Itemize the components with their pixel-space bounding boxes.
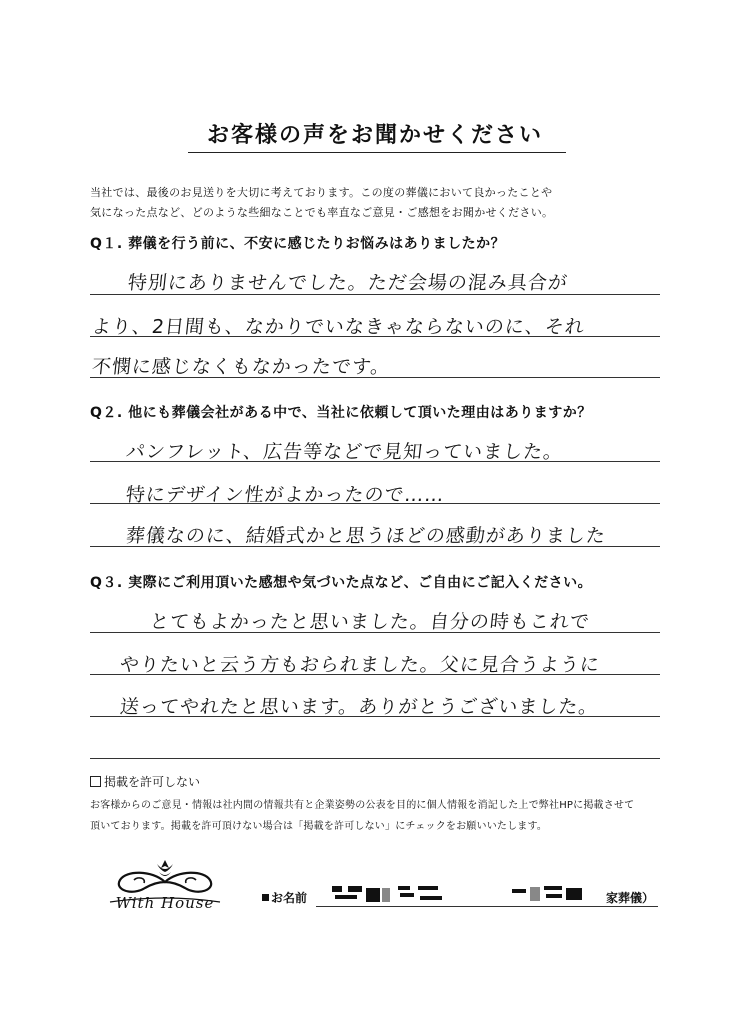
permission-checkbox[interactable]	[90, 776, 101, 787]
q1-rule-1	[90, 294, 660, 295]
q2-rule-2	[90, 503, 660, 504]
name-field-label	[262, 889, 307, 906]
redaction-mark	[420, 896, 442, 900]
name-field-suffix: 家葬儀）	[606, 891, 655, 905]
q3-answer-line-3: 送ってやれたと思います。ありがとうございました。	[118, 696, 600, 718]
permission-notice-line-2: 頂いております。掲載を許可頂けない場合は「掲載を許可しない」にチェックをお願いいたします。	[90, 821, 548, 832]
redaction-mark	[382, 888, 390, 902]
q2-answer-line-2: 特にデザイン性がよかったので……	[124, 484, 446, 506]
redaction-mark	[546, 894, 562, 898]
q1-answer-line-1: 特別にありませんでした。ただ会場の混み具合が	[126, 272, 570, 294]
redaction-mark	[332, 886, 342, 892]
question-2: Q２. 他にも葬儀会社がある中で、当社に依頼して頂いた理由はありますか？	[90, 405, 592, 421]
q2-rule-3	[90, 546, 660, 547]
q1-answer-line-3: 不憫に感じなくもなかったです。	[90, 356, 392, 378]
redaction-mark	[366, 888, 380, 902]
q3-rule-3	[90, 716, 660, 717]
question-1: Q１. 葬儀を行う前に、不安に感じたりお悩みはありましたか？	[90, 236, 506, 252]
q1-answer-line-2: より、2日間も、なかりでいなきゃならないのに、それ	[90, 316, 587, 338]
redaction-mark	[398, 886, 410, 890]
q3-answer-line-1: とてもよかったと思いました。自分の時もこれで	[148, 611, 592, 633]
redaction-mark	[348, 886, 362, 892]
redaction-mark	[544, 886, 562, 890]
name-label-text: お名前	[271, 891, 308, 905]
permission-notice-line-1: お客様からのご意見・情報は社内間の情報共有と企業姿勢の公表を目的に個人情報を消記した上で弊社HPに掲載させて	[90, 800, 635, 811]
q1-rule-2	[90, 336, 660, 337]
redaction-mark	[418, 886, 438, 890]
q3-answer-line-2: やりたいと云う方もおられました。父に見合うように	[118, 654, 602, 676]
permission-label: 掲載を許可しない	[104, 775, 201, 789]
q3-rule-4	[90, 758, 660, 759]
q2-answer-line-1: パンフレット、広告等などで見知っていました。	[124, 441, 565, 463]
intro-line-2: 気になった点など、どのような些細なことでも率直なご意見・ご感想をお聞かせください。	[90, 206, 554, 219]
name-field-underline[interactable]	[316, 906, 658, 907]
redaction-mark	[566, 888, 582, 900]
redaction-mark	[512, 889, 526, 893]
q3-rule-2	[90, 674, 660, 675]
q1-rule-3	[90, 377, 660, 378]
q3-rule-1	[90, 632, 660, 633]
question-3: Q３. 実際にご利用頂いた感想や気づいた点など、ご自由にご記入ください。	[90, 575, 593, 591]
redaction-mark	[530, 887, 540, 901]
permission-row[interactable]	[90, 773, 200, 790]
redaction-mark	[400, 893, 414, 897]
q2-rule-1	[90, 461, 660, 462]
logo-wordmark: With House	[115, 894, 215, 912]
page-title: お客様の声をお聞かせください	[206, 122, 543, 148]
redaction-mark	[335, 895, 357, 899]
q2-answer-line-3: 葬儀なのに、結婚式かと思うほどの感動がありました	[124, 525, 608, 547]
intro-line-1: 当社では、最後のお見送りを大切に考えております。この度の葬儀において良かったことや	[90, 186, 553, 199]
bullet-square-icon	[262, 894, 269, 901]
title-underline	[188, 152, 566, 153]
